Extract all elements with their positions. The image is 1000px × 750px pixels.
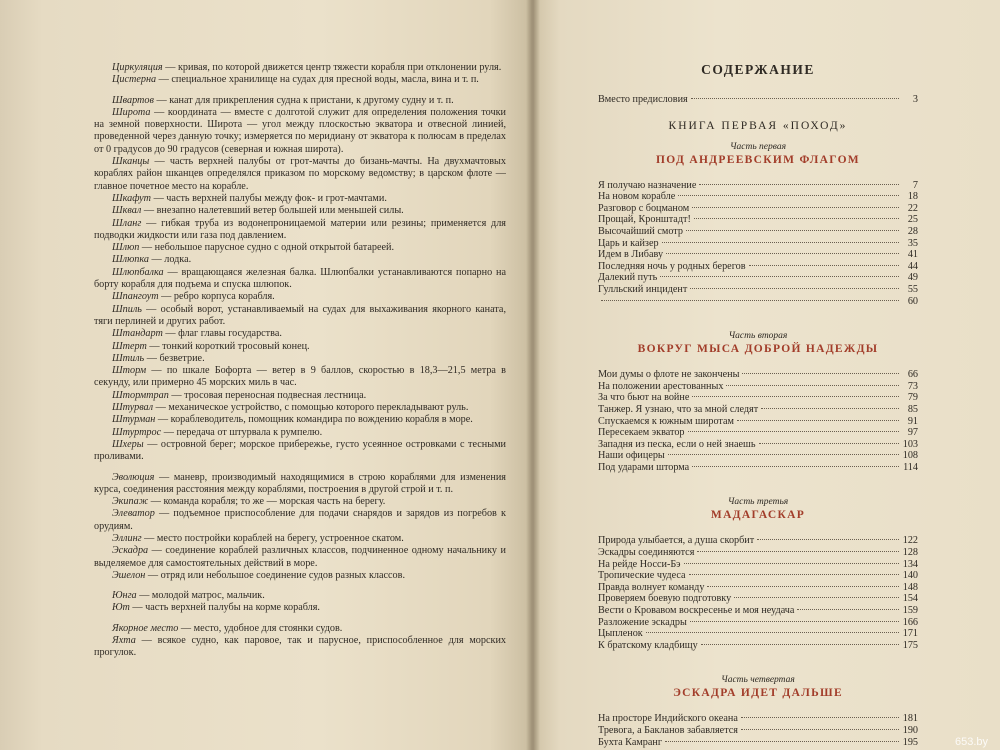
toc-entry-page: 28 bbox=[907, 225, 918, 237]
watermark: 653.by bbox=[954, 736, 988, 748]
toc-row bbox=[598, 381, 918, 393]
toc-row bbox=[598, 725, 918, 737]
part-title: ПОД АНДРЕЕВСКИМ ФЛАГОМ bbox=[656, 153, 860, 166]
toc-entry-title: Проверяем боевую подготовку bbox=[598, 593, 732, 605]
glossary-term: Швартов bbox=[112, 94, 154, 106]
toc-entry-title: За что бьют на войне bbox=[598, 392, 690, 404]
toc-leader bbox=[757, 539, 899, 540]
toc-row bbox=[598, 180, 918, 192]
toc-row bbox=[598, 450, 918, 462]
glossary-definition: — по шкале Бофорта — ветер в 9 баллов, скоростью в 18,3—21,5 метра в секунду, или примерно 45 морских миль в час. bbox=[94, 365, 506, 389]
glossary-term: Эшелон bbox=[112, 569, 146, 581]
toc-leader bbox=[692, 396, 899, 397]
toc-entry-page: 3 bbox=[912, 94, 918, 105]
glossary-definition: — островной берег; морское прибережье, густо усеянное островками с тесными проливами. bbox=[94, 438, 506, 463]
glossary-term: Шпиль bbox=[112, 303, 142, 315]
glossary bbox=[94, 62, 506, 660]
toc-entry-title: На положении арестованных bbox=[598, 380, 724, 392]
glossary-entry bbox=[94, 635, 506, 660]
toc-entry-title: Я получаю назначение bbox=[598, 179, 697, 191]
glossary-term: Эскадра bbox=[112, 545, 149, 557]
glossary-entry bbox=[94, 254, 506, 266]
glossary-term: Элеватор bbox=[112, 508, 155, 520]
glossary-entry bbox=[94, 218, 506, 243]
toc-entry-page: 91 bbox=[907, 415, 918, 427]
toc-leader bbox=[691, 98, 899, 99]
book-gutter bbox=[526, 0, 540, 750]
glossary-term: Штерт bbox=[112, 340, 147, 352]
toc-entry-page: 148 bbox=[902, 581, 918, 593]
toc-leader bbox=[749, 265, 899, 266]
glossary-term: Штандарт bbox=[112, 328, 163, 340]
toc-entry-title: Цыпленок bbox=[598, 628, 643, 640]
toc-entry-title: К братскому кладбищу bbox=[598, 639, 698, 651]
glossary-term: Шхеры bbox=[112, 438, 144, 450]
toc-entry-page: 128 bbox=[902, 547, 918, 559]
glossary-entry bbox=[94, 328, 506, 340]
toc-entry-page: 35 bbox=[907, 237, 918, 249]
glossary-definition: — специальное хранилище на судах для пресной воды, масла, вина и т. п. bbox=[156, 74, 479, 86]
toc-row bbox=[598, 261, 918, 273]
toc-row bbox=[598, 439, 918, 451]
part-label: Часть вторая bbox=[728, 331, 788, 342]
toc-row bbox=[598, 191, 918, 203]
toc-leader bbox=[662, 242, 899, 243]
glossary-definition: — гибкая труба из водонепроницаемой материи или резины; применяется для подводки жидкости или газа под давлением. bbox=[94, 217, 506, 241]
glossary-term: Яхта bbox=[112, 635, 136, 647]
toc-part bbox=[598, 331, 918, 473]
glossary-entry bbox=[94, 533, 506, 545]
toc-row bbox=[598, 737, 918, 749]
glossary-term: Штурвал bbox=[112, 402, 154, 414]
toc-row bbox=[598, 547, 918, 559]
glossary-entry bbox=[94, 365, 506, 390]
toc-leader bbox=[737, 420, 899, 421]
toc-part bbox=[598, 497, 918, 651]
glossary-term: Шлюпбалка bbox=[112, 266, 164, 278]
toc-list bbox=[598, 713, 918, 748]
part-label: Часть первая bbox=[729, 141, 786, 152]
toc-entry-page: 44 bbox=[907, 260, 918, 272]
toc-entry-page: 73 bbox=[907, 380, 918, 392]
glossary-term: Ют bbox=[112, 602, 130, 614]
glossary-term: Экипаж bbox=[112, 496, 149, 508]
toc-leader bbox=[741, 729, 899, 730]
toc-list bbox=[598, 369, 918, 473]
toc-leader bbox=[699, 184, 899, 185]
glossary-definition: — передача от штурвала к румпелю. bbox=[161, 426, 323, 438]
toc-entry-page: 49 bbox=[907, 272, 918, 284]
glossary-term: Якорное место bbox=[112, 622, 179, 634]
toc-leader bbox=[686, 230, 899, 231]
part-title: ЭСКАДРА ИДЕТ ДАЛЬШЕ bbox=[673, 687, 843, 700]
toc-entry-page: 114 bbox=[903, 461, 918, 473]
toc-leader bbox=[742, 373, 899, 374]
glossary-definition: — место, удобное для стоянки судов. bbox=[178, 622, 343, 634]
glossary-term: Штуртрос bbox=[112, 426, 162, 438]
toc-row bbox=[598, 535, 918, 547]
glossary-definition: — вращающаяся железная балка. Шлюпбалки устанавливаются попарно на борту корабля для подъема и спуска шлюпок. bbox=[94, 266, 506, 291]
glossary-entry bbox=[94, 427, 506, 439]
part-label: Часть третья bbox=[727, 497, 789, 508]
toc-entry-title: Разложение эскадры bbox=[598, 616, 687, 628]
toc-row bbox=[598, 214, 918, 226]
glossary-definition: — всякое судно, как паровое, так и парусное, приспособленное для морских прогулок. bbox=[94, 635, 506, 659]
toc-entry-title: Танжер. Я узнаю, что за мной следят bbox=[598, 403, 759, 415]
toc-entry-page: 55 bbox=[907, 283, 918, 295]
glossary-term: Штормтрап bbox=[112, 389, 169, 401]
toc-row bbox=[598, 713, 918, 725]
glossary-term: Шлюпка bbox=[112, 254, 149, 266]
glossary-term: Шканцы bbox=[112, 156, 150, 168]
toc-entry-page: 140 bbox=[902, 570, 918, 582]
toc-entry-title: Наши офицеры bbox=[598, 450, 665, 462]
toc-entry-title: На рейде Носси-Бэ bbox=[598, 558, 681, 570]
glossary-term: Цистерна bbox=[112, 74, 157, 86]
toc-row bbox=[598, 605, 918, 617]
toc-leader bbox=[692, 207, 899, 208]
glossary-definition: — часть верхней палубы между фок- и грот-мачтами. bbox=[151, 192, 387, 204]
glossary-definition: — часть верхней палубы от грот-мачты до бизань-мачты. На двухмачтовых кораблях район шканцев определялся приказом по морскому ведомству; в царском флоте — главное почетное место на корабле. bbox=[94, 156, 506, 192]
glossary-term: Эллинг bbox=[112, 532, 142, 544]
toc-leader bbox=[678, 195, 899, 196]
toc-entry-title: Эскадры соединяются bbox=[598, 547, 695, 559]
glossary-term: Юнга bbox=[112, 590, 137, 602]
glossary-definition: — небольшое парусное судно с одной открытой батареей. bbox=[139, 242, 395, 254]
toc-entry-title: Спускаемся к южным широтам bbox=[598, 415, 734, 427]
glossary-entry bbox=[94, 414, 506, 426]
toc-leader bbox=[690, 621, 899, 622]
toc-entry-page: 166 bbox=[902, 616, 918, 628]
glossary-definition: — подъемное приспособление для подачи снарядов и зарядов из погребов к орудиям. bbox=[94, 508, 506, 532]
toc-entry-title: Правда волнует команду bbox=[598, 581, 705, 593]
glossary-entry bbox=[94, 156, 506, 193]
toc-leader bbox=[701, 644, 899, 645]
toc-entry-page: 195 bbox=[902, 736, 918, 748]
toc-part bbox=[598, 142, 918, 308]
toc-entry-page: 181 bbox=[902, 713, 918, 725]
toc-row bbox=[598, 238, 918, 250]
toc-row-preface bbox=[598, 94, 918, 106]
toc-entry-page: 154 bbox=[902, 593, 918, 605]
glossary-entry bbox=[94, 508, 506, 533]
toc-entry-title: На просторе Индийского океана bbox=[598, 713, 738, 725]
toc-entry-title: Тропические чудеса bbox=[598, 570, 686, 582]
toc-entry-page: 122 bbox=[902, 535, 918, 547]
glossary-definition: — канат для прикрепления судна к пристани, к другому судну и т. п. bbox=[153, 94, 454, 106]
glossary-definition: — тонкий короткий тросовый конец. bbox=[146, 340, 310, 352]
toc-entry-page: 171 bbox=[902, 628, 918, 640]
toc-row bbox=[598, 369, 918, 381]
toc-entry-page: 134 bbox=[902, 558, 918, 570]
toc-leader bbox=[689, 574, 899, 575]
glossary-term: Шланг bbox=[112, 217, 142, 229]
toc-leader bbox=[726, 385, 899, 386]
toc-entry-title: Пересекаем экватор bbox=[598, 427, 685, 439]
toc-row bbox=[598, 427, 918, 439]
glossary-entry bbox=[94, 590, 506, 602]
toc-list bbox=[598, 180, 918, 308]
toc-part bbox=[598, 675, 918, 748]
toc-entry-title: Царь и кайзер bbox=[598, 237, 659, 249]
toc-entry-title: Тревога, а Бакланов забавляется bbox=[598, 725, 738, 736]
toc-leader bbox=[697, 551, 899, 552]
toc-row bbox=[598, 272, 918, 284]
toc-entry-page: 60 bbox=[907, 295, 918, 307]
glossary-term: Шторм bbox=[112, 365, 147, 377]
toc-entry-title: Западня из песка, если о ней знаешь bbox=[598, 438, 756, 450]
toc-leader bbox=[688, 431, 899, 432]
glossary-entry bbox=[94, 496, 506, 508]
toc-entry-title: Далекий путь bbox=[598, 272, 658, 284]
toc-entry-page: 103 bbox=[902, 438, 918, 450]
toc-entry-page: 190 bbox=[902, 725, 918, 736]
glossary-term: Эволюция bbox=[112, 471, 155, 483]
part-title: МАДАГАСКАР bbox=[710, 509, 806, 522]
toc-entry-page: 79 bbox=[907, 392, 918, 404]
toc-entry-title: Вести о Кровавом воскресенье и моя неудача bbox=[598, 605, 795, 617]
glossary-entry bbox=[94, 95, 506, 107]
toc-leader bbox=[759, 443, 899, 444]
glossary-entry bbox=[94, 390, 506, 402]
toc-leader bbox=[692, 466, 899, 467]
toc-entry-title: Идем в Либаву bbox=[598, 249, 664, 261]
toc-row bbox=[598, 628, 918, 640]
toc-leader bbox=[665, 741, 899, 742]
book-title: КНИГА ПЕРВАЯ «ПОХОД» bbox=[668, 119, 848, 132]
glossary-entry bbox=[94, 472, 506, 497]
toc-row bbox=[598, 284, 918, 296]
glossary-entry bbox=[94, 267, 506, 292]
glossary-definition: — координата — вместе с долготой служит для определения положения точки на земной поверхности. Широта — угол между плоскостью экватора и отвесной линией, проведенной через данную точку; измеряется по меридиану от экватора к полюсам в пределах от 0 градусов до 90 градусов (северная и южная широта). bbox=[94, 106, 506, 155]
glossary-entry bbox=[94, 291, 506, 303]
toc-entry-title: Природа улыбается, а душа скорбит bbox=[598, 535, 755, 547]
glossary-entry bbox=[94, 602, 506, 614]
toc-entry-title: Высочайший смотр bbox=[598, 225, 683, 237]
toc-row bbox=[598, 392, 918, 404]
toc-leader bbox=[707, 586, 899, 587]
toc-list bbox=[598, 535, 918, 651]
glossary-entry bbox=[94, 341, 506, 353]
toc-parts bbox=[598, 142, 918, 749]
toc-row bbox=[598, 226, 918, 238]
toc-leader bbox=[601, 300, 899, 301]
toc-entry-page: 159 bbox=[902, 605, 918, 617]
glossary-definition: — флаг главы государства. bbox=[162, 328, 282, 340]
toc-entry-page: 41 bbox=[907, 249, 918, 261]
toc-entry-title: На новом корабле bbox=[598, 191, 676, 203]
toc-row bbox=[598, 593, 918, 605]
glossary-definition: — отряд или небольшое соединение судов разных классов. bbox=[145, 569, 405, 581]
glossary-definition: — лодка. bbox=[148, 254, 192, 266]
toc-row bbox=[598, 416, 918, 428]
glossary-term: Шпангоут bbox=[112, 291, 159, 303]
toc-row bbox=[598, 462, 918, 474]
toc-entry-title: Мои думы о флоте не закончены bbox=[598, 369, 740, 381]
glossary-definition: — особый ворот, устанавливаемый на судах для выхаживания якорного каната, тяги перлиней и других работ. bbox=[94, 303, 506, 327]
glossary-definition: — ребро корпуса корабля. bbox=[158, 291, 275, 303]
glossary-definition: — команда корабля; то же — морская часть на берегу. bbox=[148, 496, 386, 508]
part-title: ВОКРУГ МЫСА ДОБРОЙ НАДЕЖДЫ bbox=[637, 343, 879, 356]
glossary-definition: — соединение кораблей различных классов, подчиненное одному начальнику и выделяемое для самостоятельных действий в море. bbox=[94, 545, 506, 569]
contents-title: СОДЕРЖАНИЕ bbox=[701, 62, 815, 77]
toc-entry-page: 25 bbox=[907, 214, 918, 226]
toc-entry-page: 175 bbox=[902, 639, 918, 651]
toc-leader bbox=[734, 597, 899, 598]
glossary-entry bbox=[94, 205, 506, 217]
glossary-definition: — часть верхней палубы на корме корабля. bbox=[129, 602, 320, 614]
toc-row bbox=[598, 640, 918, 652]
toc-entry-page: 85 bbox=[907, 403, 918, 415]
glossary-entry bbox=[94, 545, 506, 570]
glossary-entry bbox=[94, 402, 506, 414]
toc-entry-title: Разговор с боцманом bbox=[598, 202, 690, 214]
toc-leader bbox=[761, 408, 899, 409]
toc-entry-page: 97 bbox=[907, 427, 918, 439]
glossary-entry bbox=[94, 439, 506, 464]
glossary-definition: — молодой матрос, мальчик. bbox=[136, 590, 265, 602]
toc-row bbox=[598, 570, 918, 582]
toc-entry-page: 66 bbox=[907, 369, 918, 381]
glossary-term: Штурман bbox=[112, 414, 156, 426]
part-label: Часть четвертая bbox=[721, 675, 795, 686]
glossary-entry bbox=[94, 107, 506, 156]
toc-row bbox=[598, 404, 918, 416]
glossary-entry bbox=[94, 623, 506, 635]
toc-leader bbox=[646, 632, 899, 633]
glossary-entry bbox=[94, 62, 506, 74]
toc-row bbox=[598, 559, 918, 571]
glossary-definition: — кораблеводитель, помощник командира по вождению корабля в море. bbox=[155, 414, 473, 426]
glossary-entry bbox=[94, 304, 506, 329]
glossary-entry bbox=[94, 74, 506, 86]
table-of-contents bbox=[598, 62, 918, 748]
glossary-entry bbox=[94, 353, 506, 365]
glossary-definition: — механическое устройство, с помощью которого перекладывают руль. bbox=[153, 402, 469, 414]
toc-entry-title: Под ударами шторма bbox=[598, 461, 690, 473]
toc-entry-title: Вместо предисловия bbox=[598, 94, 688, 105]
glossary-entry bbox=[94, 570, 506, 582]
glossary-definition: — тросовая переносная подвесная лестница. bbox=[168, 389, 367, 401]
toc-entry-title: Гулльский инцидент bbox=[598, 283, 688, 295]
glossary-entry bbox=[94, 193, 506, 205]
toc-row bbox=[598, 203, 918, 215]
toc-leader bbox=[684, 563, 899, 564]
glossary-term: Шквал bbox=[112, 205, 142, 217]
toc-leader bbox=[797, 609, 899, 610]
toc-leader bbox=[668, 454, 899, 455]
glossary-definition: — кривая, по которой движется центр тяжести корабля при отклонении руля. bbox=[162, 62, 502, 73]
toc-leader bbox=[741, 717, 899, 718]
glossary-definition: — место постройки кораблей на берегу, устроенное скатом. bbox=[141, 532, 404, 544]
toc-entry-page: 18 bbox=[907, 191, 918, 203]
glossary-term: Циркуляция bbox=[112, 62, 163, 73]
glossary-term: Широта bbox=[112, 106, 151, 118]
glossary-entry bbox=[94, 242, 506, 254]
toc-entry-title: Бухта Камранг bbox=[598, 736, 663, 748]
toc-entry-page: 22 bbox=[907, 202, 918, 214]
toc-entry-title: Прощай, Кронштадт! bbox=[598, 214, 691, 226]
glossary-term: Шлюп bbox=[112, 242, 140, 254]
toc-entry-page: 108 bbox=[902, 450, 918, 462]
toc-leader bbox=[666, 253, 899, 254]
toc-leader bbox=[694, 218, 899, 219]
toc-leader bbox=[660, 276, 899, 277]
glossary-definition: — маневр, производимый находящимися в строю кораблями для изменения курса, соединения расстояния между кораблями, построения в другой строй и т. п. bbox=[94, 471, 506, 495]
toc-row bbox=[598, 582, 918, 594]
toc-row bbox=[598, 296, 918, 308]
glossary-definition: — внезапно налетевший ветер большей или меньшей силы. bbox=[141, 205, 404, 217]
toc-entry-title: Последняя ночь у родных берегов bbox=[598, 260, 746, 272]
glossary-definition: — безветрие. bbox=[144, 352, 205, 364]
toc-entry-page: 7 bbox=[912, 179, 918, 191]
glossary-term: Шкафут bbox=[112, 192, 152, 204]
glossary-term: Штиль bbox=[112, 352, 145, 364]
toc-row bbox=[598, 249, 918, 261]
toc-row bbox=[598, 617, 918, 629]
toc-leader bbox=[690, 288, 899, 289]
